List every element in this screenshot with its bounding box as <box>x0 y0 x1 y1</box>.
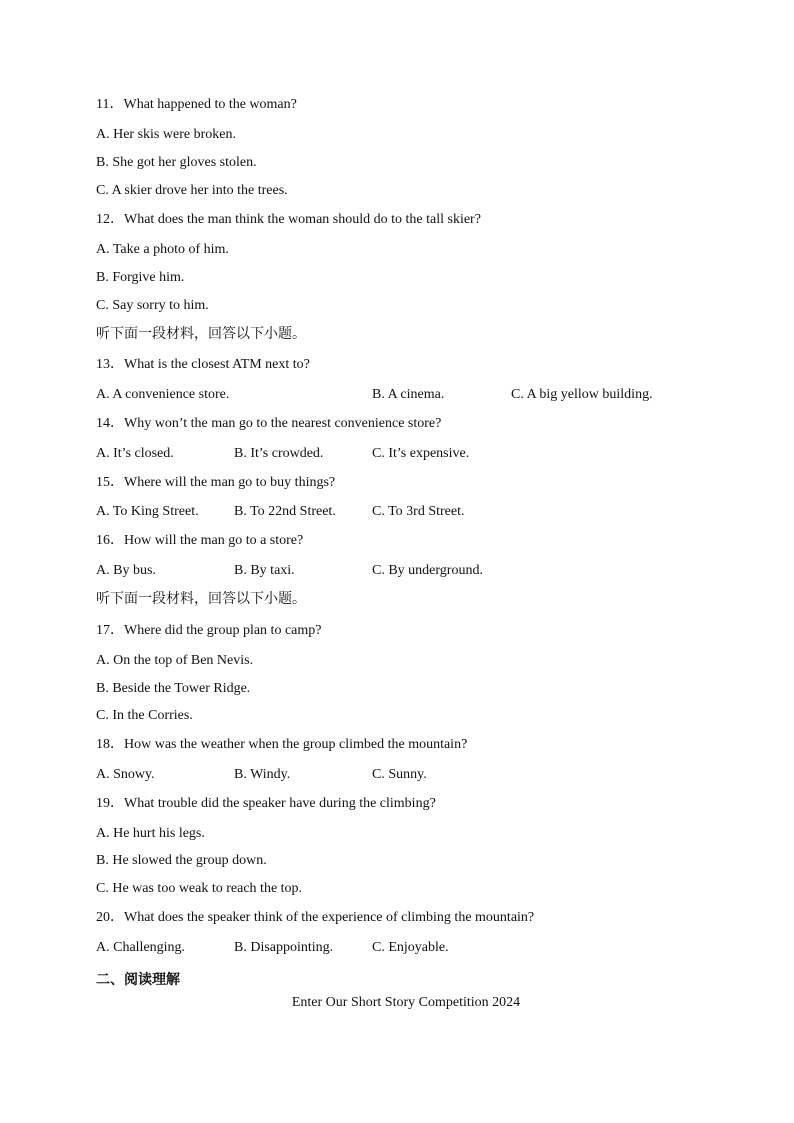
q16-option-c: C. By underground. <box>372 563 483 578</box>
q13-options <box>96 385 716 405</box>
q16-option-a: A. By bus. <box>96 563 156 578</box>
q14-option-b: B. It’s crowded. <box>234 446 324 461</box>
q12-option-c: C. Say sorry to him. <box>96 298 209 313</box>
q15-option-b: B. To 22nd Street. <box>234 504 336 519</box>
q19-option-c: C. He was too weak to reach the top. <box>96 881 303 896</box>
question-14: 14．Why won’t the man go to the nearest convenience store? <box>96 416 442 431</box>
q18-option-c: C. Sunny. <box>372 767 427 782</box>
q11-option-c: C. A skier drove her into the trees. <box>96 183 288 198</box>
q15-option-a: A. To King Street. <box>96 504 199 519</box>
question-12: 12．What does the man think the woman should do to the tall skier? <box>96 212 481 227</box>
section-heading: 二、阅读理解 <box>96 972 180 988</box>
q16-options <box>96 561 716 581</box>
q11-option-a: A. Her skis were broken. <box>96 127 236 142</box>
question-19: 19．What trouble did the speaker have during the climbing? <box>96 796 436 811</box>
q13-option-c: C. A big yellow building. <box>511 387 653 402</box>
q20-option-c: C. Enjoyable. <box>372 940 449 955</box>
q18-option-a: A. Snowy. <box>96 767 155 782</box>
q14-option-a: A. It’s closed. <box>96 446 174 461</box>
q11-option-b: B. She got her gloves stolen. <box>96 155 257 170</box>
q19-option-a: A. He hurt his legs. <box>96 826 205 841</box>
q15-options <box>96 502 716 522</box>
question-17: 17．Where did the group plan to camp? <box>96 623 322 638</box>
q14-options <box>96 444 716 464</box>
q20-options <box>96 938 716 958</box>
question-16: 16．How will the man go to a store? <box>96 533 304 548</box>
q18-options <box>96 765 716 785</box>
q12-option-a: A. Take a photo of him. <box>96 242 229 257</box>
q20-option-a: A. Challenging. <box>96 940 186 955</box>
q15-option-c: C. To 3rd Street. <box>372 504 465 519</box>
q14-option-c: C. It’s expensive. <box>372 446 470 461</box>
q18-option-b: B. Windy. <box>234 767 291 782</box>
question-11: 11．What happened to the woman? <box>96 97 297 112</box>
q12-option-b: B. Forgive him. <box>96 270 185 285</box>
q17-option-a: A. On the top of Ben Nevis. <box>96 653 254 668</box>
listening-instruction-2: 听下面一段材料，回答以下小题。 <box>96 591 306 607</box>
q20-option-b: B. Disappointing. <box>234 940 334 955</box>
listening-instruction-1: 听下面一段材料，回答以下小题。 <box>96 326 306 342</box>
q19-option-b: B. He slowed the group down. <box>96 853 267 868</box>
q17-option-c: C. In the Corries. <box>96 708 193 723</box>
question-15: 15．Where will the man go to buy things? <box>96 475 336 490</box>
q17-option-b: B. Beside the Tower Ridge. <box>96 681 251 696</box>
q13-option-a: A. A convenience store. <box>96 387 230 402</box>
question-18: 18．How was the weather when the group climbed the mountain? <box>96 737 468 752</box>
question-13: 13．What is the closest ATM next to? <box>96 357 310 372</box>
question-20: 20．What does the speaker think of the experience of climbing the mountain? <box>96 910 535 925</box>
q16-option-b: B. By taxi. <box>234 563 295 578</box>
passage-title: Enter Our Short Story Competition 2024 <box>291 995 521 1010</box>
q13-option-b: B. A cinema. <box>372 387 445 402</box>
